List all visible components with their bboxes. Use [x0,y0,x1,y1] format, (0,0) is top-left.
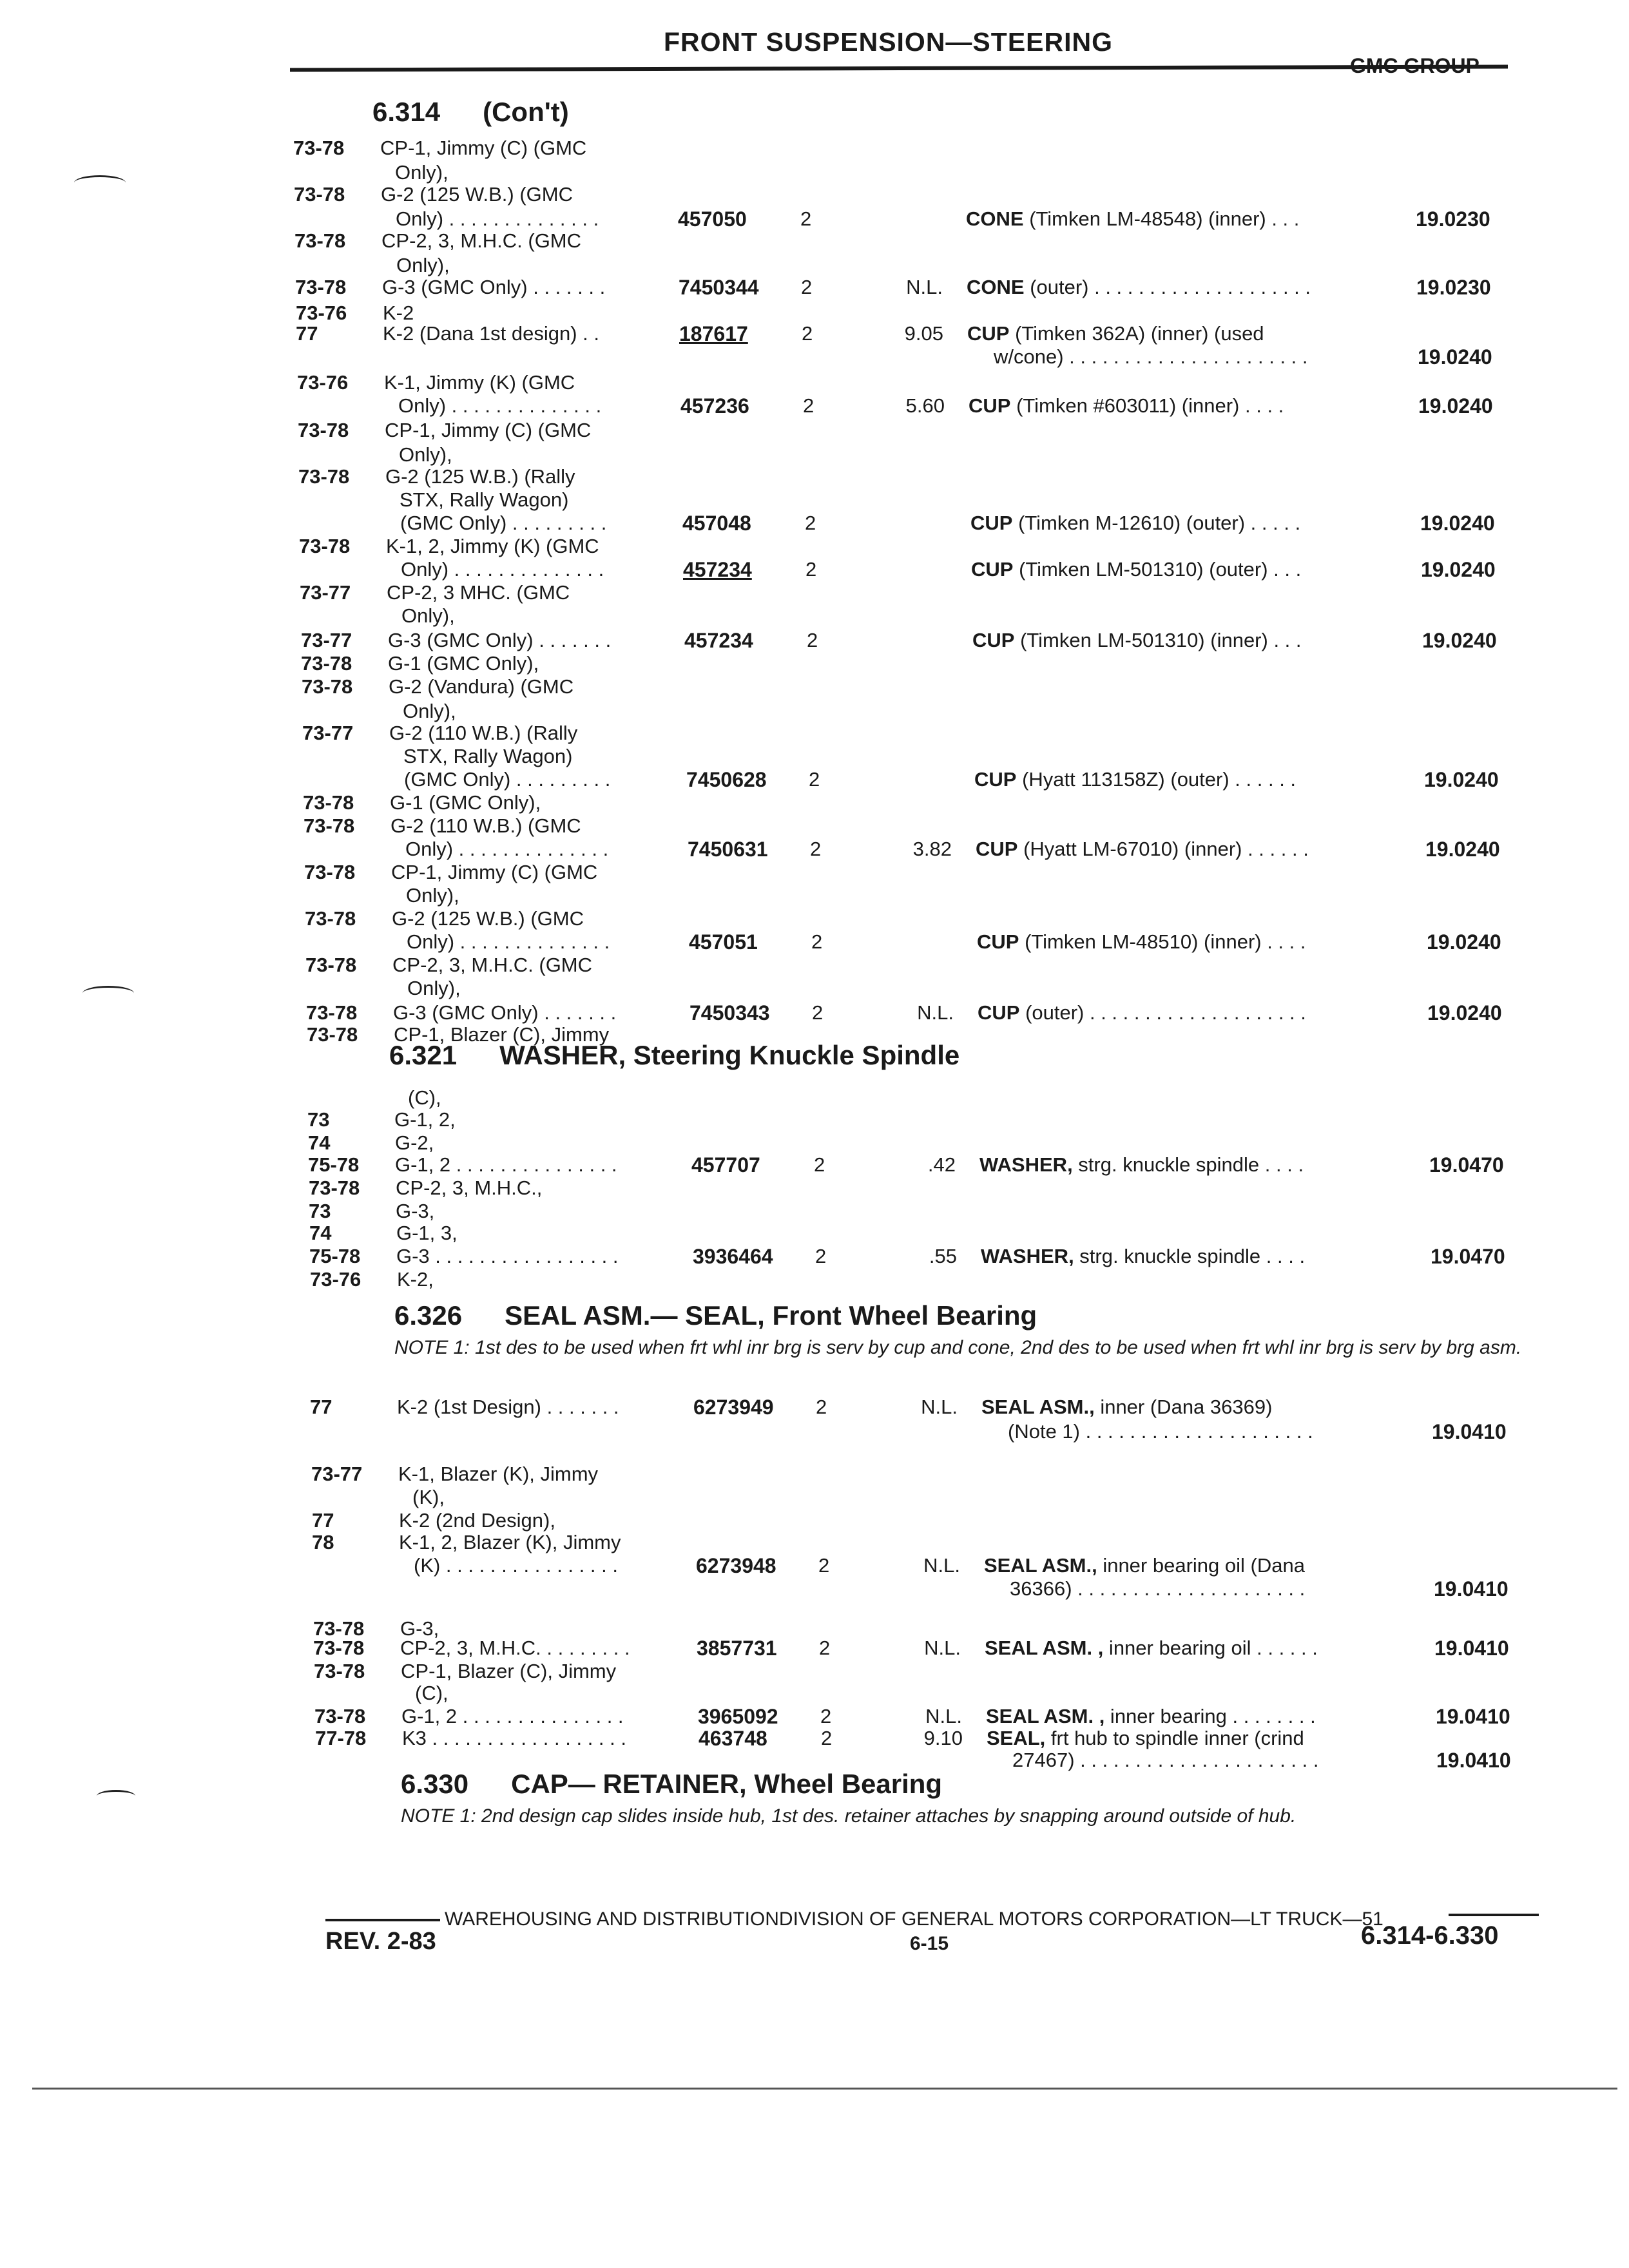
section-title: (Con't) [483,97,569,127]
part-name: SEAL ASM., [984,1554,1097,1577]
part-name: CUP [971,558,1014,581]
model-applicability: Only), [403,700,456,722]
model-year: 77-78 [315,1727,367,1749]
model-applicability: G-1, 3, [396,1222,458,1244]
punch-mark [74,175,126,190]
model-year: 73-78 [309,1177,360,1199]
model-applicability: K-1, Blazer (K), Jimmy [398,1463,599,1485]
section-title: SEAL ASM.— SEAL, Front Wheel Bearing [505,1300,1037,1331]
part-name: CONE [966,207,1024,230]
part-detail: (Timken LM-48548) (inner) . . . [1023,207,1300,230]
part-name: CUP [970,512,1013,534]
part-name: CUP [969,394,1011,417]
section-number: 6.321 [389,1040,458,1070]
page-title: FRONT SUSPENSION—STEERING [664,27,1113,57]
model-applicability: G-3 (GMC Only) . . . . . . . [382,276,606,298]
quantity: 2 [815,1245,827,1267]
part-detail: (Note 1) . . . . . . . . . . . . . . . . . . . . . [1008,1420,1313,1443]
model-applicability: K-2 [383,302,414,324]
part-name: WASHER, [979,1153,1073,1176]
model-year: 77 [310,1396,333,1418]
model-applicability: (C), [415,1682,448,1704]
part-detail: (Timken #603011) (inner) . . . . [1010,394,1284,417]
group-number: 19.0240 [1420,512,1495,535]
price: N.L. [921,1396,958,1418]
quantity: 2 [801,276,813,298]
part-description [974,768,1296,791]
part-name: CUP [974,768,1017,791]
model-year: 73-78 [302,675,353,698]
model-applicability: G-2, [395,1131,434,1154]
quantity: 2 [820,1705,832,1727]
model-year: 73-78 [307,1023,358,1046]
price: 9.05 [904,322,943,345]
quantity: 2 [803,394,815,417]
part-description [984,1554,1305,1577]
footer-rule-left [325,1919,440,1921]
model-applicability: K-1, Jimmy (K) (GMC [384,371,575,394]
part-number: 457051 [689,930,758,954]
part-detail: (Hyatt 113158Z) (outer) . . . . . . [1016,768,1296,791]
part-detail: frt hub to spindle inner (crind [1045,1727,1304,1749]
model-year: 73-78 [294,183,345,206]
model-year: 74 [309,1222,332,1244]
part-description [967,322,1264,345]
part-description [971,558,1301,581]
model-year: 73-78 [304,814,355,837]
part-detail: 27467) . . . . . . . . . . . . . . . . . . . . . . [1012,1749,1319,1771]
model-year: 73-77 [300,581,351,604]
section-title: WASHER, Steering Knuckle Spindle [499,1040,960,1070]
model-applicability: G-3, [400,1617,439,1640]
part-number: 457707 [691,1153,760,1177]
punch-mark [97,1790,135,1802]
model-applicability: K-1, 2, Blazer (K), Jimmy [399,1531,621,1553]
model-year: 73-78 [305,907,356,930]
model-year: 73-76 [296,302,347,324]
quantity: 2 [810,838,822,860]
quantity: 2 [821,1727,833,1749]
model-applicability: Only), [396,254,450,276]
part-number: 457236 [680,394,749,418]
model-year: 73-76 [297,371,349,394]
model-year: 73-78 [295,276,347,298]
section-title: CAP— RETAINER, Wheel Bearing [511,1769,943,1799]
group-number: 19.0240 [1427,1001,1502,1024]
price: N.L. [906,276,943,298]
model-year: 77 [312,1509,334,1532]
section-note: NOTE 1: 1st des to be used when frt whl inr brg is serv by cup and cone, 2nd des to be used when frt whl inr brg is serv by brg asm. [394,1337,1522,1358]
model-applicability: G-1 (GMC Only), [388,652,539,675]
part-name: CUP [976,838,1018,860]
group-number: 19.0230 [1416,207,1490,231]
group-number: 19.0240 [1422,629,1497,652]
part-detail: w/cone) . . . . . . . . . . . . . . . . . . . . . . [994,345,1308,368]
model-applicability: (K) . . . . . . . . . . . . . . . . [414,1554,618,1577]
part-number: 3965092 [698,1705,778,1728]
model-applicability: G-2 (125 W.B.) (GMC [392,907,584,930]
model-year: 75-78 [309,1245,361,1267]
model-applicability: G-3 (GMC Only) . . . . . . . [388,629,612,651]
group-number: 19.0470 [1429,1153,1504,1177]
part-number: 187617 [679,322,748,345]
part-detail: (outer) . . . . . . . . . . . . . . . . . . . . [1024,276,1311,298]
section-number: 6.314 [372,97,441,127]
model-year: 73-78 [293,137,345,159]
model-year: 73-77 [302,722,354,744]
quantity: 2 [814,1153,825,1176]
part-detail: inner bearing oil . . . . . . [1103,1637,1318,1659]
footer-text: WAREHOUSING AND DISTRIBUTIONDIVISION OF GENERAL MOTORS CORPORATION—LT TRUCK—51 [445,1908,1383,1930]
model-applicability: CP-1, Jimmy (C) (GMC [380,137,587,159]
part-description [967,276,1311,299]
part-description [970,512,1300,535]
quantity: 2 [805,512,816,534]
part-number: 6273949 [693,1396,774,1419]
model-year: 73-78 [298,419,349,441]
part-description [969,394,1284,418]
model-applicability: G-2 (110 W.B.) (GMC [390,814,581,837]
part-description [981,1396,1272,1419]
quantity: 2 [802,322,813,345]
part-description [979,1153,1304,1177]
model-applicability: G-2 (125 W.B.) (Rally [385,465,575,488]
group-label: GMC GROUP [1350,54,1480,77]
part-detail: (Timken M-12610) (outer) . . . . . [1012,512,1301,534]
section-number: 6.326 [394,1300,463,1331]
model-applicability: CP-1, Jimmy (C) (GMC [385,419,592,441]
model-year: 73-78 [301,652,352,675]
part-detail: strg. knuckle spindle . . . . [1074,1245,1306,1267]
part-detail: inner bearing oil (Dana [1097,1554,1305,1577]
model-applicability: K-2 (2nd Design), [399,1509,555,1532]
model-applicability: (C), [408,1086,441,1109]
quantity: 2 [811,930,823,953]
model-applicability: CP-2, 3 MHC. (GMC [387,581,570,604]
model-applicability: G-2 (110 W.B.) (Rally [389,722,578,744]
model-applicability: G-3 (GMC Only) . . . . . . . [393,1001,617,1024]
model-applicability: G-3 . . . . . . . . . . . . . . . . . [396,1245,619,1267]
part-detail: inner (Dana 36369) [1094,1396,1273,1418]
model-applicability: CP-2, 3, M.H.C. (GMC [381,229,582,252]
part-number: 457234 [683,558,752,581]
model-applicability: G-1 (GMC Only), [390,791,541,814]
model-applicability: Only), [407,977,461,999]
part-description [987,1727,1304,1750]
group-number: 19.0240 [1425,838,1500,861]
revision-label: REV. 2-83 [325,1928,436,1955]
price: N.L. [917,1001,954,1024]
model-applicability: (K), [412,1486,445,1508]
part-number: 3857731 [697,1637,777,1660]
group-number: 19.0240 [1427,930,1501,954]
model-applicability: CP-1, Jimmy (C) (GMC [391,861,598,883]
model-applicability: (GMC Only) . . . . . . . . . [400,512,607,534]
section-number: 6.330 [401,1769,469,1799]
part-detail: (Timken 362A) (inner) (used [1009,322,1264,345]
group-number: 19.0410 [1436,1705,1510,1728]
model-year: 77 [296,322,318,345]
model-year: 73-78 [314,1660,365,1682]
model-applicability: Only), [401,604,455,627]
part-number: 3936464 [693,1245,773,1268]
quantity: 2 [812,1001,824,1024]
part-number: 457234 [684,629,753,652]
part-name: CUP [972,629,1015,651]
model-year: 73-78 [298,465,350,488]
part-description [1008,1420,1313,1443]
part-description [978,1001,1306,1024]
part-detail: (Timken LM-501310) (outer) . . . [1013,558,1302,581]
part-description [1010,1577,1305,1600]
page-number: 6-15 [910,1933,949,1954]
part-description [1012,1749,1319,1772]
part-detail: (outer) . . . . . . . . . . . . . . . . . . . . [1019,1001,1306,1024]
part-description [994,345,1308,369]
group-number: 19.0410 [1436,1749,1511,1772]
model-applicability: G-1, 2, [394,1108,456,1131]
group-number: 19.0230 [1416,276,1491,299]
model-year: 73-78 [313,1637,365,1659]
model-applicability: Only), [395,161,448,184]
model-applicability: CP-1, Blazer (C), Jimmy [394,1023,610,1046]
model-year: 75-78 [308,1153,360,1176]
model-applicability: Only) . . . . . . . . . . . . . . [398,394,602,417]
quantity: 2 [819,1637,831,1659]
quantity: 2 [807,629,818,651]
price: 3.82 [912,838,952,860]
part-name: CUP [977,930,1019,953]
bottom-rule [32,2088,1617,2090]
quantity: 2 [816,1396,827,1418]
price: N.L. [924,1637,961,1659]
quantity: 2 [800,207,812,230]
part-number: 457048 [682,512,751,535]
model-applicability: Only), [399,443,452,466]
part-number: 7450344 [679,276,759,299]
footer-rule-right [1449,1914,1539,1916]
quantity: 2 [818,1554,830,1577]
model-year: 73-78 [294,229,346,252]
model-applicability: CP-1, Blazer (C), Jimmy [401,1660,617,1682]
part-number: 457050 [678,207,747,231]
part-name: SEAL ASM., [981,1396,1095,1418]
part-name: CONE [967,276,1025,298]
part-name: SEAL, [987,1727,1046,1749]
model-year: 73-78 [303,791,354,814]
model-year: 78 [312,1531,334,1553]
model-year: 73-78 [299,535,351,557]
model-applicability: G-3, [396,1200,435,1222]
model-applicability: Only) . . . . . . . . . . . . . . [405,838,609,860]
punch-mark [82,986,134,1001]
price: .42 [927,1153,956,1176]
part-name: CUP [978,1001,1020,1024]
section-range: 6.314-6.330 [1361,1921,1499,1950]
quantity: 2 [809,768,820,791]
group-number: 19.0410 [1434,1577,1509,1600]
part-description [976,838,1309,861]
model-applicability: CP-2, 3, M.H.C., [396,1177,543,1199]
model-applicability: G-1, 2 . . . . . . . . . . . . . . . [401,1705,624,1727]
group-number: 19.0470 [1431,1245,1505,1268]
part-description [981,1245,1305,1268]
part-detail: inner bearing . . . . . . . . [1104,1705,1316,1727]
group-number: 19.0240 [1424,768,1499,791]
model-applicability: CP-2, 3, M.H.C. . . . . . . . . [400,1637,630,1659]
part-detail: strg. knuckle spindle . . . . [1072,1153,1304,1176]
model-year: 73-76 [310,1268,361,1291]
part-detail: (Timken LM-501310) (inner) . . . [1014,629,1302,651]
section-note: NOTE 1: 2nd design cap slides inside hub, 1st des. retainer attaches by snapping around outside of hub. [401,1805,1296,1827]
model-applicability: G-2 (Vandura) (GMC [389,675,574,698]
model-applicability: Only) . . . . . . . . . . . . . . [396,207,599,230]
part-description [972,629,1302,652]
model-applicability: G-2 (125 W.B.) (GMC [381,183,573,206]
price: 5.60 [905,394,945,417]
group-number: 19.0240 [1418,345,1492,369]
model-year: 73-78 [305,954,357,976]
model-applicability: K-2, [397,1268,434,1291]
model-year: 73-77 [311,1463,363,1485]
model-applicability: STX, Rally Wagon) [400,488,569,511]
group-number: 19.0240 [1421,558,1496,581]
part-name: WASHER, [981,1245,1074,1267]
price: N.L. [925,1705,962,1727]
part-number: 6273948 [696,1554,776,1577]
model-applicability: K3 . . . . . . . . . . . . . . . . . . [402,1727,626,1749]
model-year: 73-78 [304,861,356,883]
part-number: 463748 [699,1727,767,1750]
model-year: 73-78 [314,1705,366,1727]
model-applicability: K-2 (1st Design) . . . . . . . [397,1396,619,1418]
price: 9.10 [923,1727,963,1749]
quantity: 2 [805,558,817,581]
group-number: 19.0240 [1418,394,1493,418]
part-name: SEAL ASM. , [985,1637,1104,1659]
part-number: 7450631 [688,838,768,861]
model-applicability: G-1, 2 . . . . . . . . . . . . . . . [395,1153,617,1176]
model-year: 73 [309,1200,331,1222]
model-applicability: K-2 (Dana 1st design) . . [383,322,599,345]
model-applicability: (GMC Only) . . . . . . . . . [404,768,611,791]
model-year: 73 [307,1108,330,1131]
part-description [986,1705,1316,1728]
model-applicability: Only), [406,884,459,907]
part-number: 7450628 [686,768,767,791]
model-applicability: Only) . . . . . . . . . . . . . . [401,558,604,581]
price: .55 [929,1245,957,1267]
price: N.L. [923,1554,960,1577]
part-detail: 36366) . . . . . . . . . . . . . . . . . . . . . [1010,1577,1306,1600]
part-detail: (Timken LM-48510) (inner) . . . . [1019,930,1306,953]
model-applicability: STX, Rally Wagon) [403,745,573,767]
group-number: 19.0410 [1434,1637,1509,1660]
model-applicability: K-1, 2, Jimmy (K) (GMC [386,535,599,557]
part-name: CUP [967,322,1010,345]
group-number: 19.0410 [1432,1420,1507,1443]
part-number: 7450343 [689,1001,770,1024]
model-applicability: Only) . . . . . . . . . . . . . . [407,930,610,953]
model-year: 74 [308,1131,331,1154]
model-year: 73-77 [301,629,352,651]
part-name: SEAL ASM. , [986,1705,1105,1727]
part-description [966,207,1299,231]
part-detail: (Hyatt LM-67010) (inner) . . . . . . [1017,838,1309,860]
model-applicability: CP-2, 3, M.H.C. (GMC [392,954,593,976]
model-year: 73-78 [313,1617,365,1640]
part-description [977,930,1306,954]
part-description [985,1637,1318,1660]
model-year: 73-78 [306,1001,358,1024]
